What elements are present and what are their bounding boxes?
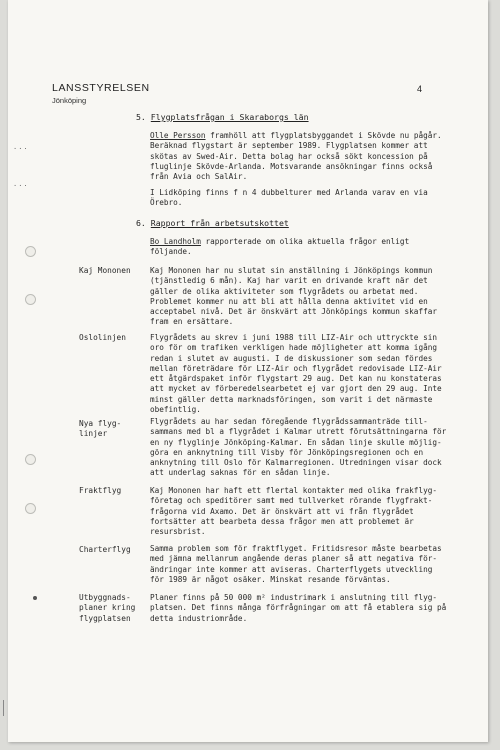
- topic-label: [79, 593, 147, 624]
- text-line: Planer finns på 50 000 m² industrimark i anslutning till flyg-: [150, 593, 437, 602]
- topic-label-line: Oslolinjen: [79, 333, 126, 342]
- text-line: Beräknad flygstart är september 1989. Flygplatsen kommer att: [150, 141, 428, 151]
- topic-label-line: flygplatsen: [79, 613, 131, 623]
- punch-hole: [25, 454, 36, 465]
- text-line: följande.: [150, 247, 192, 257]
- topic-label-line: planer kring: [79, 603, 136, 613]
- org-location: Jönköping: [52, 96, 87, 105]
- margin-mark: ...: [13, 180, 29, 188]
- section-title: Flygplatsfrågan i Skaraborgs län: [150, 112, 309, 122]
- text-line: ett åtgärdspaket inför flygstart 29 aug. Det kan nu konstateras: [150, 374, 442, 384]
- text-line: för 1989 är något osäker. Minskat resande förväntas.: [150, 574, 391, 584]
- punch-hole: [25, 294, 36, 305]
- text-line: Kaj Mononen har nu slutat sin anställning i Jönköpings kommun: [150, 266, 433, 275]
- text-line: Örebro.: [150, 198, 183, 208]
- text-line: resursbrist.: [150, 527, 206, 537]
- text-line: acceptabel nivå. Det är önskvärt att Jönköpings kommun skaffar: [150, 307, 437, 317]
- text-line: företag och speditörer samt med tullverket rörande flygfrakt-: [150, 496, 433, 506]
- text-line: redan i slutet av augusti. I de diskussioner som sedan fördes: [150, 353, 433, 363]
- text-line: fortsätter att bearbeta dessa frågor men att problemet är: [150, 516, 414, 526]
- text-line: skötas av Swed-Air. Detta bolag har också sökt koncession på: [150, 151, 428, 161]
- text-line: sammans med bl a flygrådet i Kalmar utrett förutsättningarna för: [150, 427, 447, 437]
- speaker-name: Bo Landholm: [150, 237, 201, 246]
- section-5-paragraph-2: [150, 188, 468, 209]
- topic-paragraph: [150, 266, 468, 328]
- topic-label-line: Nya flyg-: [79, 419, 122, 428]
- topic-label: [79, 266, 147, 276]
- section-5-paragraph-1: [150, 131, 468, 182]
- text-line: (tjänstledig 6 mån). Kaj har varit en drivande kraft när det: [150, 276, 428, 286]
- org-name: LANSSTYRELSEN: [52, 82, 150, 94]
- text-line: gäller de olika aktiviteter som flygrådets ou arbetat med.: [150, 286, 419, 296]
- topic-label: [79, 333, 147, 343]
- text-line: obefintlig.: [150, 405, 201, 415]
- topic-paragraph: [150, 544, 468, 585]
- text-line: oro för om trafiken verkligen hade möjligheter att komma igång: [150, 343, 437, 353]
- text-line: med jämna mellanrum angående deras planer så att negativa för-: [150, 554, 437, 564]
- text-line: från Avia och SalAir.: [150, 172, 248, 182]
- text-line: att mycket av förberedelsearbetet ej var gjort den 29 aug. Inte: [150, 384, 442, 394]
- margin-dot: [33, 596, 37, 600]
- section-number: 6.: [136, 218, 146, 228]
- topic-paragraph: [150, 333, 468, 415]
- section-6-intro: [150, 237, 468, 258]
- section-number: 5.: [136, 112, 146, 122]
- page-number: 4: [417, 84, 423, 94]
- text-line: att underlag saknas för en sådan linje.: [150, 468, 331, 478]
- section-5-heading: [136, 112, 309, 122]
- punch-hole: [25, 503, 36, 514]
- text-line: Samma problem som för fraktflyget. Fritidsresor måste bearbetas: [150, 544, 442, 553]
- topic-label-line: Fraktflyg: [79, 486, 122, 495]
- text-line: fram en ersättare.: [150, 317, 234, 327]
- punch-hole: [25, 246, 36, 257]
- section-6-heading: [136, 218, 289, 228]
- text-line: minst gäller detta marknadsföringen, som varit i det närmaste: [150, 394, 433, 404]
- margin-mark: ...: [13, 143, 29, 151]
- topic-label: [79, 545, 147, 555]
- text-line: platsen. Det finns många förfrågningar om att få etablera sig på: [150, 603, 447, 613]
- text-line: Flygrådets au skrev i juni 1988 till LIZ-Air och uttryckte sin: [150, 333, 437, 342]
- text-line: rapporterade om olika aktuella frågor enligt: [200, 237, 410, 246]
- text-line: Kaj Mononen har haft ett flertal kontakter med olika frakflyg-: [150, 486, 437, 495]
- topic-label-line: Kaj Mononen: [79, 266, 131, 275]
- text-line: frågorna vid Axamo. Det är önskvärt att vi från flygrådet: [150, 506, 414, 516]
- text-line: göra en anknytning till Visby för Jönköpingsregionen och en: [150, 447, 424, 457]
- topic-label: [79, 419, 147, 440]
- topic-label: [79, 486, 147, 496]
- speaker-name: Olle Persson: [150, 131, 206, 140]
- topic-paragraph: [150, 593, 468, 624]
- topic-label-line: Charterflyg: [79, 545, 131, 554]
- topic-paragraph: [150, 417, 468, 479]
- text-line: Flygrådets au har sedan föregående flygrådssammanträde till-: [150, 417, 428, 426]
- section-title: Rapport från arbetsutskottet: [150, 218, 289, 228]
- text-line: detta industriområde.: [150, 613, 248, 623]
- edge-mark: [3, 700, 7, 716]
- text-line: mellan företrädare för LIZ-Air och flygrådet redovisade LIZ-Air: [150, 363, 442, 373]
- text-line: ändringar inte kommer att aviseras. Charterflygets utveckling: [150, 564, 433, 574]
- text-line: framhöll att flygplatsbyggandet i Skövde nu pågår.: [205, 131, 442, 140]
- text-line: en ny flyglinje Jönköping-Kalmar. En sådan linje skulle möjlig-: [150, 437, 442, 447]
- text-line: anknytning till Oslo för Kalmarregionen. Utredningen visar dock: [150, 458, 442, 468]
- topic-label-line: linjer: [79, 429, 108, 439]
- text-line: I Lidköping finns f n 4 dubbelturer med Arlanda varav en via: [150, 188, 428, 197]
- topic-paragraph: [150, 486, 468, 537]
- text-line: Problemet kommer nu att bli att hålla denna aktivitet vid en: [150, 296, 428, 306]
- text-line: fluglinje Skövde-Arlanda. Motsvarande ansökningar finns också: [150, 161, 433, 171]
- topic-label-line: Utbyggnads-: [79, 593, 131, 602]
